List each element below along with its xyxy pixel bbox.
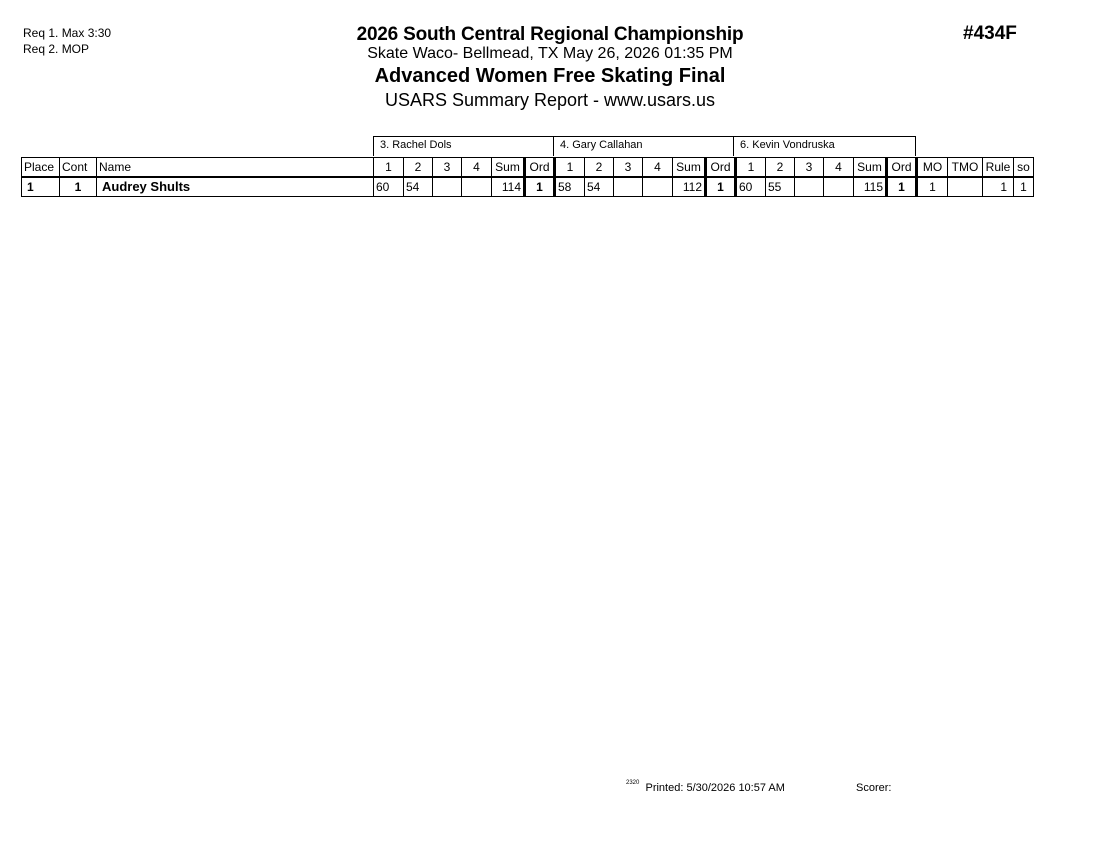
col-j1-ord: Ord bbox=[525, 158, 555, 178]
col-place: Place bbox=[22, 158, 60, 178]
print-info bbox=[626, 782, 785, 794]
col-j1-score2: 2 bbox=[404, 158, 433, 178]
col-j3-score1: 1 bbox=[736, 158, 766, 178]
j2-score1: 58 bbox=[555, 177, 585, 197]
printed-timestamp: Printed: 5/30/2026 10:57 AM bbox=[645, 782, 785, 794]
col-name: Name bbox=[97, 158, 374, 178]
mo-cell: 1 bbox=[917, 177, 948, 197]
judge-2-header: 4. Gary Callahan bbox=[553, 136, 734, 156]
j1-sum: 114 bbox=[492, 177, 525, 197]
col-j2-score1: 1 bbox=[555, 158, 585, 178]
col-j3-score2: 2 bbox=[766, 158, 795, 178]
col-j1-sum: Sum bbox=[492, 158, 525, 178]
j1-score3 bbox=[433, 177, 462, 197]
col-j3-score4: 4 bbox=[824, 158, 854, 178]
col-j3-sum: Sum bbox=[854, 158, 887, 178]
event-title: Advanced Women Free Skating Final bbox=[374, 65, 726, 87]
col-j2-ord: Ord bbox=[706, 158, 736, 178]
j1-score4 bbox=[462, 177, 492, 197]
report-code: 2320 bbox=[626, 780, 640, 786]
j2-score2: 54 bbox=[585, 177, 614, 197]
col-so: so bbox=[1014, 158, 1034, 178]
cont-cell: 1 bbox=[60, 177, 97, 197]
j2-sum: 112 bbox=[673, 177, 706, 197]
competition-title: 2026 South Central Regional Championship bbox=[356, 24, 744, 45]
j3-score4 bbox=[824, 177, 854, 197]
report-title: USARS Summary Report - www.usars.us bbox=[384, 90, 716, 110]
j2-score4 bbox=[643, 177, 673, 197]
rule-cell: 1 bbox=[983, 177, 1014, 197]
event-number: #434F bbox=[963, 23, 1017, 44]
j3-score3 bbox=[795, 177, 824, 197]
col-j2-score4: 4 bbox=[643, 158, 673, 178]
tmo-cell bbox=[948, 177, 983, 197]
j1-ord: 1 bbox=[525, 177, 555, 197]
col-mo: MO bbox=[917, 158, 948, 178]
col-cont: Cont bbox=[60, 158, 97, 178]
results-table bbox=[21, 157, 1034, 197]
col-j3-ord: Ord bbox=[887, 158, 917, 178]
j1-score1: 60 bbox=[374, 177, 404, 197]
col-tmo: TMO bbox=[948, 158, 983, 178]
j2-score3 bbox=[614, 177, 643, 197]
requirement-1: Req 1. Max 3:30 bbox=[23, 26, 112, 40]
col-j1-score1: 1 bbox=[374, 158, 404, 178]
col-j1-score4: 4 bbox=[462, 158, 492, 178]
j3-score2: 55 bbox=[766, 177, 795, 197]
so-cell: 1 bbox=[1014, 177, 1034, 197]
j2-ord: 1 bbox=[706, 177, 736, 197]
place-cell: 1 bbox=[22, 177, 60, 197]
judge-3-header: 6. Kevin Vondruska bbox=[733, 136, 916, 156]
j3-ord: 1 bbox=[887, 177, 917, 197]
requirements bbox=[23, 25, 111, 57]
j3-score1: 60 bbox=[736, 177, 766, 197]
header-row bbox=[22, 158, 1034, 178]
table-row bbox=[22, 177, 1034, 197]
location-date: Skate Waco- Bellmead, TX May 26, 2026 01:35 PM bbox=[367, 45, 733, 62]
scorer-label: Scorer: bbox=[856, 782, 892, 794]
col-j3-score3: 3 bbox=[795, 158, 824, 178]
col-rule: Rule bbox=[983, 158, 1014, 178]
j1-score2: 54 bbox=[404, 177, 433, 197]
col-j2-sum: Sum bbox=[673, 158, 706, 178]
skater-name: Audrey Shults bbox=[97, 177, 374, 197]
col-j1-score3: 3 bbox=[433, 158, 462, 178]
col-j2-score3: 3 bbox=[614, 158, 643, 178]
j3-sum: 115 bbox=[854, 177, 887, 197]
judge-1-header: 3. Rachel Dols bbox=[373, 136, 554, 156]
col-j2-score2: 2 bbox=[585, 158, 614, 178]
requirement-2: Req 2. MOP bbox=[23, 42, 90, 56]
